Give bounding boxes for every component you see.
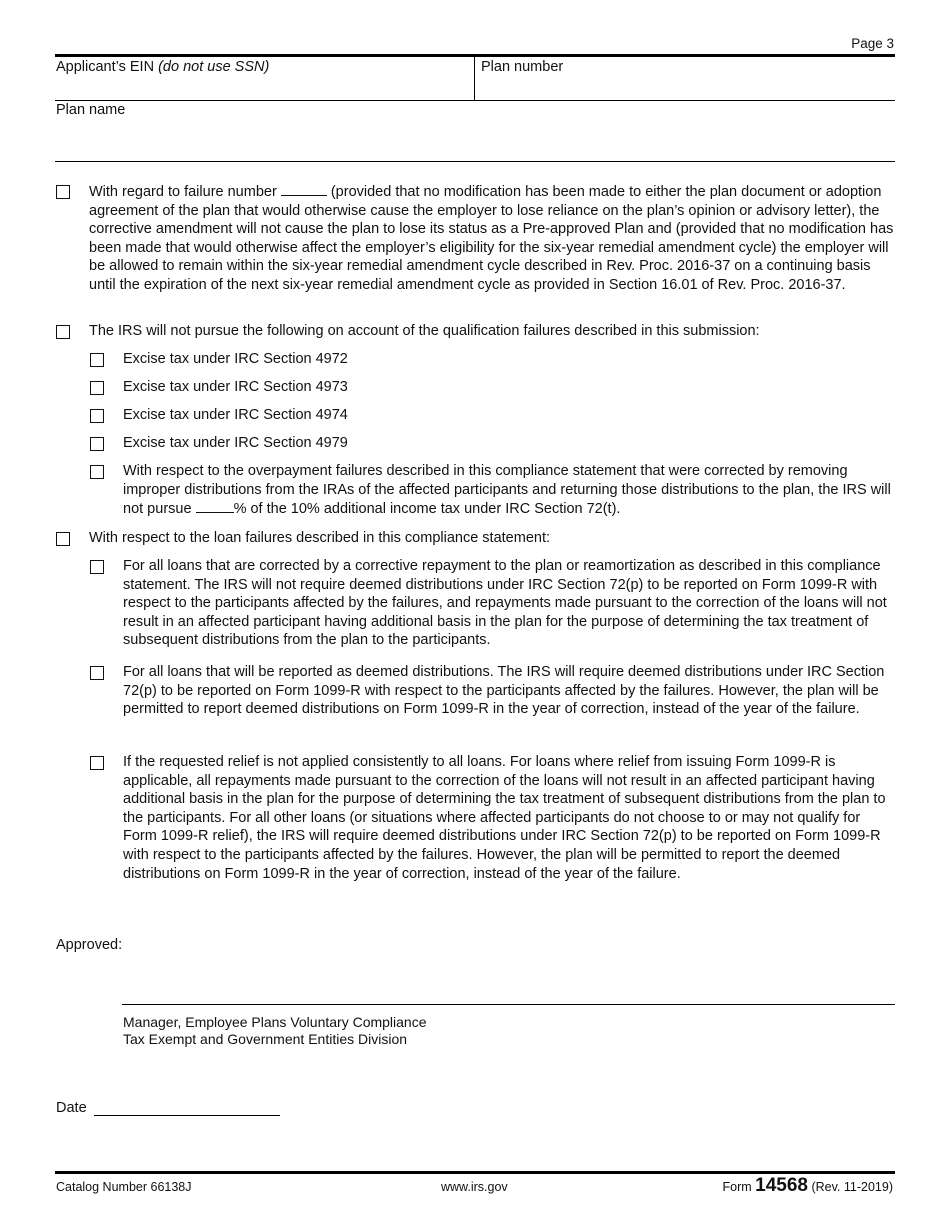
failure-pre-text: With regard to failure number	[89, 184, 277, 200]
overpayment-paragraph	[123, 462, 895, 519]
header-divider	[474, 56, 475, 101]
form-word: Form	[722, 1180, 752, 1194]
approved-label: Approved:	[56, 937, 123, 953]
ein-note: (do not use SSN)	[158, 59, 270, 75]
form-number: 14568	[755, 1175, 808, 1196]
excise-4979-checkbox[interactable]	[90, 437, 104, 451]
loan-repayment-checkbox[interactable]	[90, 560, 104, 574]
date-label: Date	[56, 1100, 87, 1116]
excise-4972-text: Excise tax under IRC Section 4972	[123, 351, 348, 367]
header-top-rule	[55, 54, 895, 57]
irs-not-pursue-text: The IRS will not pursue the following on account of the qualification failures described in this submission:	[89, 323, 760, 339]
header-mid-rule	[55, 100, 895, 101]
loan-inconsistent-checkbox[interactable]	[90, 756, 104, 770]
overpayment-checkbox[interactable]	[90, 465, 104, 479]
form-id	[722, 1175, 893, 1197]
plan-number-label: Plan number	[481, 59, 564, 75]
excise-4979-text: Excise tax under IRC Section 4979	[123, 435, 348, 451]
loan-inconsistent-text: If the requested relief is not applied consistently to all loans. For loans where relief from issuing Form 1099-R is applicable, all repayments made pursuant to the correction of the loans will not result in an affected participant having additional basis in the plan for the purpose of determining the tax treatment of subsequent distributions from the plan to the participants. For all other loans (or situations where affected participants do not choose to or may not qualify for Form 1099-R relief), the IRS will require deemed distributions under IRC Section 72(p) to be reported on Form 1099-R with respect to the participants affected by the failures. However, the plan will be permitted to report the deemed distributions on Form 1099-R in the year of correction, instead of the year of the failure.	[123, 754, 886, 882]
failure-number-checkbox[interactable]	[56, 185, 70, 199]
excise-4972-checkbox[interactable]	[90, 353, 104, 367]
plan-name-field[interactable]	[56, 102, 125, 118]
failure-post-text: (provided that no modification has been made to either the plan document or adoption agreement of the plan that would otherwise cause the employer to lose reliance on the plan’s opinion or advisory letter), the corrective amendment will not cause the plan to lose its status as a Pre-approved Plan and (provided that no modification has been made that would otherwise affect the employer’s eligibility for the six-year remedial amendment cycle) the employer will be allowed to remain within the six-year remedial amendment cycle described in Rev. Proc. 2016-37 on a continuing basis until the expiration of the next six-year remedial amendment cycle as provided in Section 16.01 of Rev. Proc. 2016-37.	[89, 184, 894, 293]
signer-title: Manager, Employee Plans Voluntary Compliance	[123, 1014, 427, 1030]
excise-4974-text: Excise tax under IRC Section 4974	[123, 407, 348, 423]
page-number: Page 3	[851, 36, 894, 51]
form-revision: (Rev. 11-2019)	[811, 1180, 893, 1194]
loan-deemed-checkbox[interactable]	[90, 666, 104, 680]
date-line[interactable]	[94, 1115, 280, 1116]
irs-website: www.irs.gov	[441, 1180, 508, 1194]
excise-4973-text: Excise tax under IRC Section 4973	[123, 379, 348, 395]
signer-division: Tax Exempt and Government Entities Division	[123, 1031, 408, 1047]
ein-label: Applicant’s EIN	[56, 59, 155, 75]
failure-number-paragraph	[89, 182, 895, 295]
irs-not-pursue-checkbox[interactable]	[56, 325, 70, 339]
signature-line[interactable]	[122, 1004, 895, 1005]
overpayment-post-text: % of the 10% additional income tax under IRC Section 72(t).	[233, 501, 621, 518]
loan-repayment-text: For all loans that are corrected by a corrective repayment to the plan or reamortization as described in this compliance statement. The IRS will not require deemed distributions under IRC Section 72(p) to be reported on Form 1099-R with respect to the participants affected by the failures, and repayments made pursuant to the correction of the loans will not result in an affected participant having additional basis in the plan for the purpose of determining the tax treatment of subsequent distributions from the plan to the participants.	[123, 558, 887, 649]
failure-number-blank[interactable]	[281, 182, 327, 196]
excise-4974-checkbox[interactable]	[90, 409, 104, 423]
loan-deemed-text: For all loans that will be reported as deemed distributions. The IRS will require deemed distributions under IRC Section 72(p) to be reported on Form 1099-R with respect to the participants affected by the failures. However, the plan will be permitted to report deemed distributions on Form 1099-R in the year of correction, instead of the year of the failure.	[123, 664, 885, 718]
header-bottom-rule	[55, 161, 895, 162]
plan-number-field[interactable]	[481, 59, 563, 75]
loan-failures-checkbox[interactable]	[56, 532, 70, 546]
footer-rule	[55, 1171, 895, 1174]
overpayment-pre-text: With respect to the overpayment failures described in this compliance statement that were corrected by removing improper distributions from the IRAs of the affected participants and returning those distributions to the plan, the IRS will not pursue	[123, 463, 891, 518]
overpayment-percent-blank[interactable]	[196, 499, 234, 513]
ein-field[interactable]	[56, 59, 269, 75]
excise-4973-checkbox[interactable]	[90, 381, 104, 395]
plan-name-label: Plan name	[56, 102, 126, 118]
loan-failures-text: With respect to the loan failures described in this compliance statement:	[89, 530, 551, 546]
catalog-number: Catalog Number 66138J	[56, 1180, 192, 1194]
